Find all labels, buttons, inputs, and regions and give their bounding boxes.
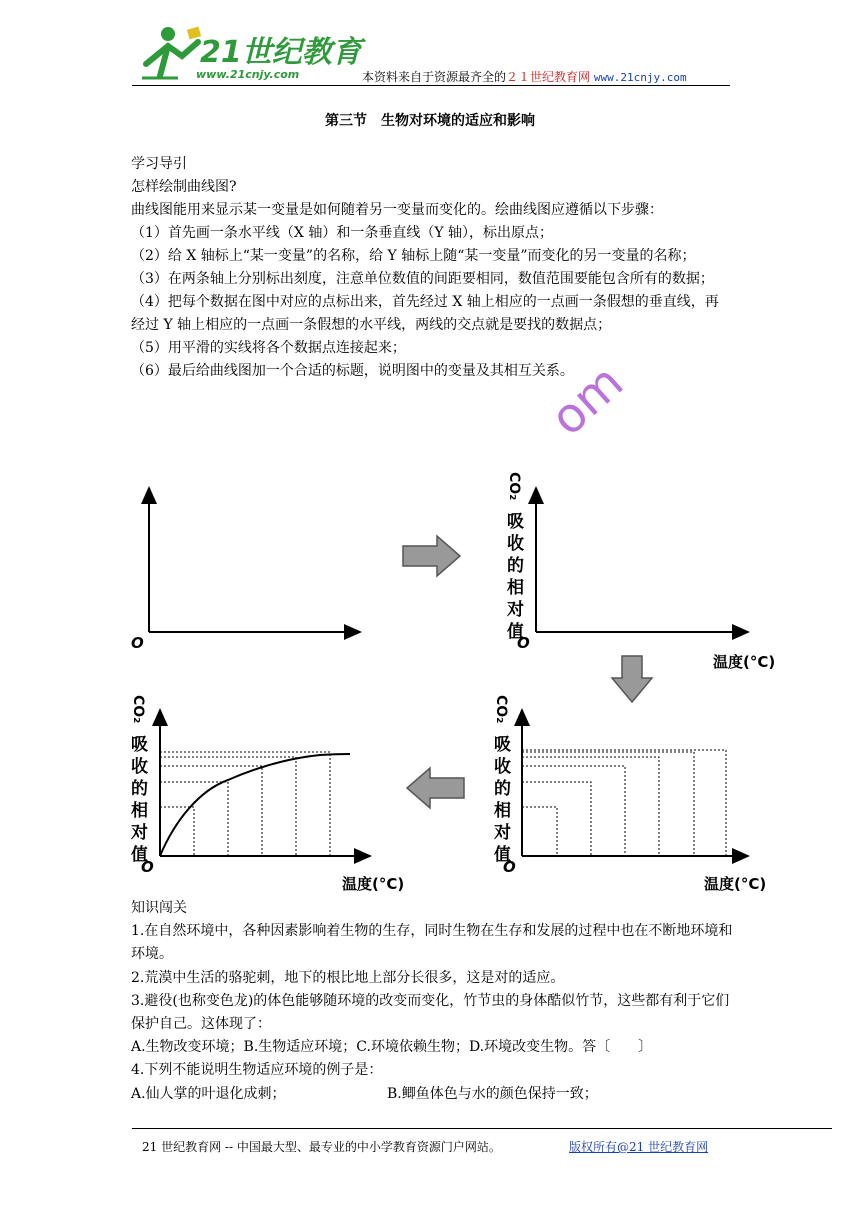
logo-url-text: www.21cnjy.com — [196, 68, 300, 81]
runner-logo-icon — [142, 27, 201, 78]
curve-drawing-figure — [0, 460, 860, 900]
x-axis-label: 温度(°C) — [342, 875, 405, 893]
y-axis-label-char: 收 — [131, 757, 148, 777]
copyright-link[interactable]: 版权所有@21 世纪教育网 — [569, 1140, 709, 1154]
question-item: 1.在自然环境中，各种因素影响着生物的生存，同时生物在生存和发展的过程中也在不断地环境和环境。 — [131, 923, 733, 963]
x-axis-label: 温度(°C) — [713, 653, 776, 671]
guide-question: 怎样绘制曲线图? — [131, 179, 237, 195]
y-axis-label-char: 值 — [131, 845, 148, 865]
y-axis-label-char: 相 — [507, 578, 524, 598]
footer-divider — [132, 1128, 832, 1129]
y-axis-label-char: 收 — [494, 757, 511, 777]
origin-label: O — [141, 858, 154, 876]
guide-step: （2）给 X 轴标上“某一变量”的名称，给 Y 轴标上随“某一变量”而变化的另一变量的名称； — [131, 248, 696, 264]
y-axis-label-char: 的 — [494, 779, 511, 799]
panel-labeled-axes — [506, 472, 775, 671]
y-axis-label-prefix: CO₂ — [506, 472, 522, 501]
y-axis-label-char: 相 — [131, 801, 148, 821]
y-axis-label-char: 对 — [131, 823, 148, 843]
footer-text: 21 世纪教育网 -- 中国最大型、最专业的中小学教育资源门户网站。 — [142, 1140, 501, 1154]
y-axis-label-char: 吸 — [507, 512, 524, 532]
origin-label: O — [503, 858, 516, 876]
knowledge-section — [131, 897, 741, 1106]
y-axis-label-char: 的 — [131, 779, 148, 799]
guide-intro: 曲线图能用来显示某一变量是如何随着另一变量而变化的。绘曲线图应遵循以下步骤： — [131, 202, 663, 218]
y-axis-label-char: 值 — [494, 845, 511, 865]
y-axis-label-prefix: CO₂ — [130, 695, 146, 724]
origin-label: O — [131, 634, 144, 652]
question-item: 3.避役(也称变色龙)的体色能够随环境的改变而变化，竹节虫的身体酷似竹节，这些都有利于它们保护自己。这体现了： — [131, 992, 730, 1033]
y-axis-label-char: 的 — [507, 556, 524, 576]
y-axis-label-prefix: CO₂ — [493, 695, 509, 724]
arrow-right-icon — [403, 536, 460, 576]
y-axis-label-char: 相 — [494, 801, 511, 821]
option-b: B.鲫鱼体色与水的颜色保持一致； — [387, 1085, 598, 1102]
header-tagline — [362, 68, 687, 85]
y-axis-label-char: 吸 — [494, 735, 511, 755]
guide-section — [131, 153, 731, 383]
guide-step: （4）把每个数据在图中对应的点标出来，首先经过 X 轴上相应的一点画一条假想的垂直线，再经过 Y 轴上相应的一点画一条假想的水平线，两线的交点就是要找的数据点； — [131, 294, 719, 333]
y-axis-label-char: 吸 — [131, 735, 148, 755]
x-axis-label: 温度(°C) — [704, 875, 767, 893]
tagline-prefix: 本资料来自于资源最齐全的 — [362, 70, 507, 84]
y-axis-label-char: 对 — [494, 823, 511, 843]
tagline-brand[interactable]: ２１世纪教育网 — [506, 70, 591, 84]
arrow-left-icon — [407, 768, 464, 808]
guide-heading: 学习导引 — [131, 156, 187, 172]
footer — [142, 1138, 709, 1155]
y-axis-label-char: 值 — [507, 622, 524, 642]
response-curve — [160, 754, 350, 856]
guide-step: （1）首先画一条水平线（X 轴）和一条垂直线（Y 轴），标出原点； — [131, 225, 554, 241]
watermark: om — [540, 354, 635, 447]
option-a: A.仙人掌的叶退化成刺； — [131, 1085, 286, 1102]
question-item: 4.下列不能说明生物适应环境的例子是： — [131, 1062, 383, 1079]
panel-gridlines — [493, 695, 766, 893]
y-axis-label-char: 对 — [507, 600, 524, 620]
page-title: 第三节 生物对环境的适应和影响 — [325, 113, 535, 129]
question-item: 2.荒漠中生活的骆驼刺，地下的根比地上部分长很多，这是对的适应。 — [131, 969, 565, 986]
tagline-url[interactable]: www.21cnjy.com — [593, 71, 687, 84]
header-divider — [132, 85, 730, 86]
guide-step: （6）最后给曲线图加一个合适的标题，说明图中的变量及其相互关系。 — [131, 363, 574, 379]
guide-step: （5）用平滑的实线将各个数据点连接起来； — [131, 340, 406, 356]
panel-axes — [131, 488, 360, 652]
guide-step: （3）在两条轴上分别标出刻度，注意单位数值的间距要相同，数值范围要能包含所有的数据； — [131, 271, 714, 287]
site-logo — [138, 20, 362, 84]
knowledge-heading: 知识闯关 — [131, 900, 187, 916]
options-row — [131, 1083, 741, 1106]
y-axis-label-char: 收 — [507, 534, 524, 554]
origin-label: O — [517, 634, 530, 652]
arrow-down-icon — [612, 656, 652, 702]
panel-curve — [130, 695, 404, 893]
question-item: A.生物改变环境；B.生物适应环境；C.环境依赖生物；D.环境改变生物。答〔 〕 — [131, 1039, 653, 1056]
logo-text: 21世纪教育 — [200, 35, 362, 70]
